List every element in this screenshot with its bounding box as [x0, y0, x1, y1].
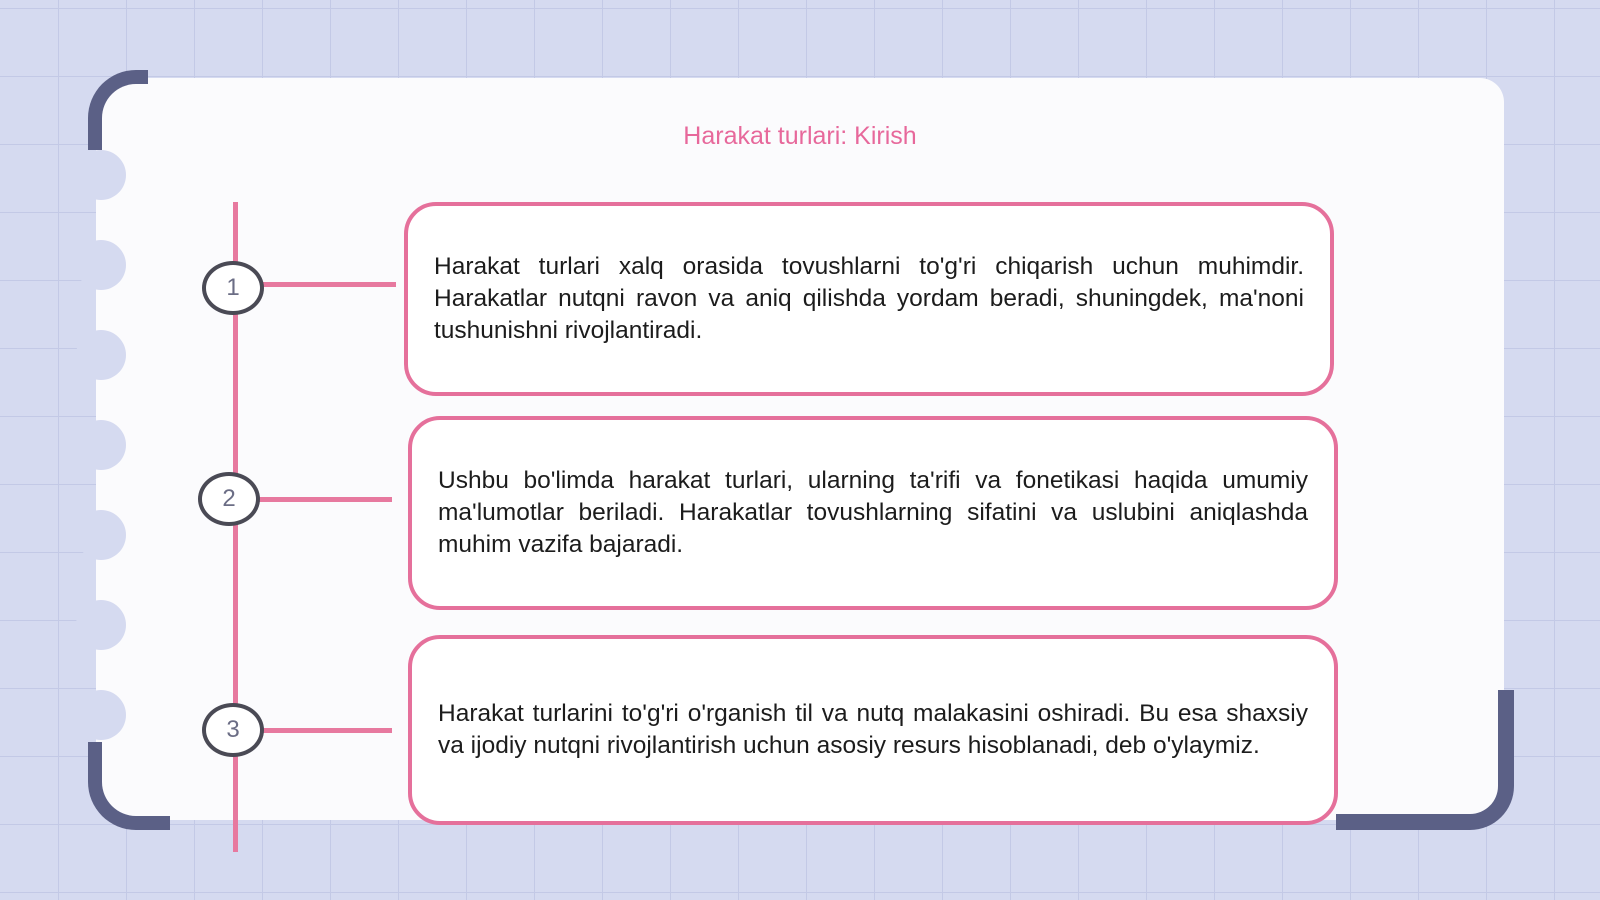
content-box-3	[408, 635, 1338, 825]
content-text-3: Harakat turlarini to'g'ri o'rganish til va nutq malakasini oshiradi. Bu esa shaxsiy va ijodiy nutqni rivojlantirish uchun asosiy resurs hisoblanadi, deb o'ylaymiz.	[438, 700, 1308, 759]
content-text-1: Harakat turlari xalq orasida tovushlarni to'g'ri chiqarish uchun muhimdir. Harakatlar nutqni ravon va aniq qilishda yordam beradi, shuningdek, ma'noni tushunishni rivojlantiradi.	[434, 253, 1304, 344]
content-box-2	[408, 416, 1338, 610]
frame-corner-bottom-left	[88, 742, 170, 830]
timeline-node-1: 1	[202, 261, 264, 315]
timeline-connector	[258, 497, 392, 502]
card-scallop	[76, 420, 126, 470]
slide-title: Harakat turlari: Kirish	[683, 122, 917, 150]
frame-corner-bottom-right	[1336, 690, 1514, 830]
content-text-2: Ushbu bo'limda harakat turlari, ularning ta'rifi va fonetikasi haqida umumiy ma'lumotlar beriladi. Harakatlar tovushlarning sifatini va uslubini aniqlashda muhim vazifa bajaradi.	[438, 467, 1308, 558]
timeline-node-3: 3	[202, 703, 264, 757]
card-scallop	[76, 240, 126, 290]
card-scallop	[76, 510, 126, 560]
frame-corner-top-left	[88, 70, 148, 150]
card-scallop	[76, 690, 126, 740]
card-scallop	[76, 330, 126, 380]
timeline-connector	[262, 728, 392, 733]
card-scallop	[76, 600, 126, 650]
timeline-connector	[262, 282, 396, 287]
timeline-node-2: 2	[198, 472, 260, 526]
content-box-1	[404, 202, 1334, 396]
card-scallop	[76, 150, 126, 200]
